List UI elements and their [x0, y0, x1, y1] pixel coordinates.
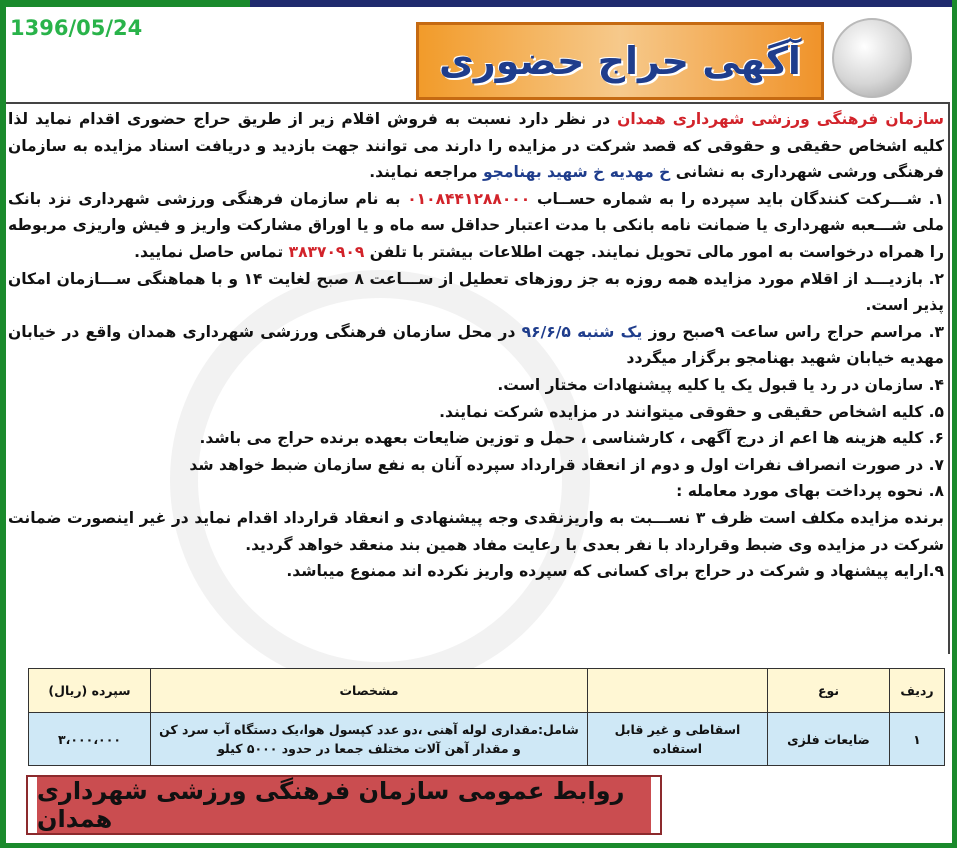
cell-specifications: شامل:مقداری لوله آهنی ،دو عدد کپسول هوا،یک دستگاه آب سرد کن و مقدار آهن آلات مختلف جمعا در حدود ۵۰۰۰ کیلو — [151, 713, 588, 766]
cell-deposit: ۳،۰۰۰،۰۰۰ — [29, 713, 151, 766]
header-condition — [588, 669, 768, 713]
clause-9: ۹.ارایه پیشنهاد و شرکت در حراج برای کسانی که سپرده واریز نکرده اند ممنوع میباشد. — [286, 562, 944, 581]
clause-8: ۸. نحوه پرداخت بهای مورد معامله : — [676, 482, 944, 501]
footer-text: روابط عمومی سازمان فرهنگی ورزشی شهرداری همدان — [37, 777, 625, 833]
clause-5: ۵. کلیه اشخاص حقیقی و حقوقی میتوانند در مزایده شرکت نمایند. — [439, 402, 944, 421]
footer-banner — [28, 777, 660, 833]
clause-3: ۳. مراسم حراج راس ساعت ۹صبح روز یک شنبه ۹۶/۶/۵ در محل سازمان فرهنگی ورزشی شهرداری همدان واقع در خیابان مهدیه خیابان شهید بهنامجو برگزار میگردد — [8, 322, 944, 368]
header-specifications: مشخصات — [151, 669, 588, 713]
items-table — [28, 668, 945, 766]
table-header-row — [29, 669, 945, 713]
cell-type: ضایعات فلزی — [768, 713, 890, 766]
clause-1: ۱. شـــرکت کنندگان باید سپرده را به شماره حســاب ۰۱۰۸۴۴۱۲۸۸۰۰۰ به نام سازمان فرهنگی ورزشی شهرداری نزد بانک ملی شـــعبه شهرداری یا ضمانت نامه بانکی با مدت اعتبار حداقل سه ماه و یا اوراق مشارکت واریز و فیش واریزی مربوطه را همراه درخواست به امور مالی تحویل نمایند. جهت اطلاعات بیشتر با تلفن ۳۸۳۷۰۹۰۹ تماس حاصل نمایید. — [8, 189, 945, 261]
account-number: ۰۱۰۸۴۴۱۲۸۸۰۰۰ — [407, 189, 531, 208]
clause-8-body: برنده مزایده مکلف است ظرف ۳ نســـبت به واریزنقدی وجه پیشنهادی و انعقاد قرارداد اقدام نماید در غیر اینصورت ضمانت شرکت در مزایده وی ضبط وقرارداد با نفر بعدی با رعایت مفاد همین بند منعقد خواهد گردید. — [8, 508, 944, 554]
header-row-number: ردیف — [890, 669, 945, 713]
publish-date: 1396/05/24 — [10, 16, 143, 40]
header-deposit: سپرده (ریال) — [29, 669, 151, 713]
title-banner — [416, 22, 824, 100]
cell-row-number: ۱ — [890, 713, 945, 766]
page-title: آگهی حراج حضوری — [439, 39, 801, 83]
clause-7: ۷. در صورت انصراف نفرات اول و دوم از انعقاد قرارداد سپرده آنان به نفع سازمان ضبط خواهد شد — [189, 455, 944, 474]
bottom-border — [0, 843, 957, 848]
announcement-body — [8, 106, 944, 585]
top-border-green — [0, 0, 250, 7]
top-border-navy — [250, 0, 957, 7]
clause-2: ۲. بازدیـــد از اقلام مورد مزایده همه روزه به جز روزهای تعطیل از ســـاعت ۸ صبح لغایت ۱۴ و با هماهنگی ســـازمان امکان پذیر است. — [8, 269, 944, 315]
phone-number: ۳۸۳۷۰۹۰۹ — [288, 242, 365, 261]
address: خ مهدیه خ شهید بهنامجو — [482, 163, 671, 182]
auction-day: یک شنبه ۹۶/۶/۵ — [521, 322, 643, 341]
clause-4: ۴. سازمان در رد یا قبول یک یا کلیه پیشنهادات مختار است. — [497, 375, 944, 394]
table-row — [29, 713, 945, 766]
org-name: سازمان فرهنگی ورزشی شهرداری همدان — [617, 110, 944, 128]
cell-condition: اسقاطی و غیر قابل استفاده — [588, 713, 768, 766]
decorative-circle — [832, 18, 912, 98]
intro-paragraph: سازمان فرهنگی ورزشی شهرداری همدان در نظر دارد نسبت به فروش اقلام زیر از طریق حراج حضوری اقدام نماید لذا کلیه اشخاص حقیقی و حقوقی که قصد شرکت در مزایده را دارند می توانند جهت بازدید و دریافت اسناد مزایده به سازمان فرهنگی ورشی شهرداری به نشانی خ مهدیه خ شهید بهنامجو مراجعه نمایند. — [8, 110, 944, 182]
clause-6: ۶. کلیه هزینه ها اعم از درج آگهی ، کارشناسی ، حمل و توزین ضایعات بعهده برنده حراج می باشد. — [199, 429, 944, 448]
header-type: نوع — [768, 669, 890, 713]
right-border — [952, 0, 957, 848]
